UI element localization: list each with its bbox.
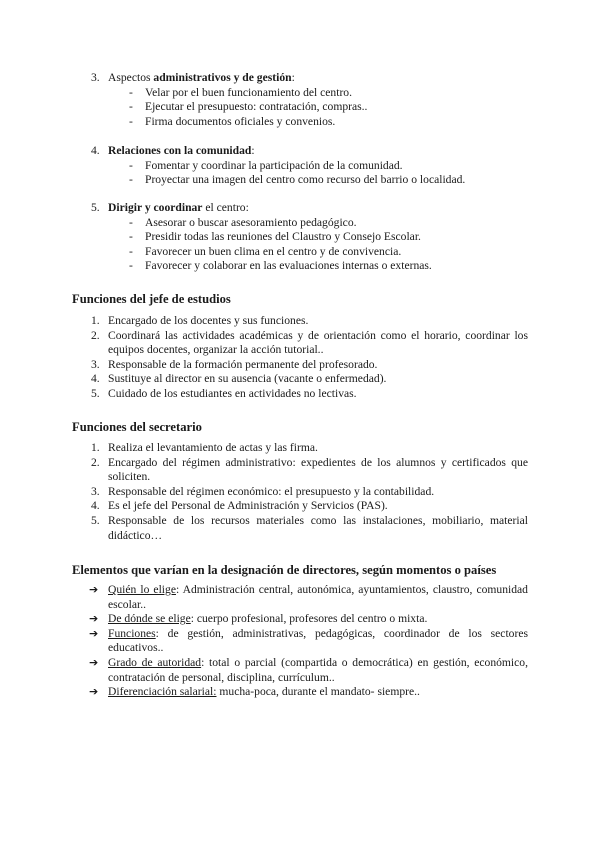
sub-item: - Favorecer un buen clima en el centro y de convivencia. <box>129 244 402 258</box>
list-item: 5. Cuidado de los estudiantes en actividades no lectivas. <box>91 386 357 400</box>
arrow-item: ➔ Grado de autoridad: total o parcial (compartida o democrática) en gestión, económico, contratación de personal, disciplina, currículum.. <box>89 655 528 684</box>
section-heading-jefe-estudios: Funciones del jefe de estudios <box>72 292 231 306</box>
item-bold-title: administrativos y de gestión <box>153 71 292 84</box>
item-bold-title: Dirigir y coordinar <box>108 201 203 214</box>
item-number: 3. <box>91 71 100 84</box>
sub-item: - Proyectar una imagen del centro como recurso del barrio o localidad. <box>129 173 466 187</box>
arrow-icon: ➔ <box>89 612 99 626</box>
elementos-list <box>0 583 600 700</box>
list-item: 1. Realiza el levantamiento de actas y las firma. <box>91 441 318 454</box>
list-item: 2. Encargado del régimen administrativo: expedientes de los alumnos y certificados que soliciten. <box>91 455 528 484</box>
sub-item: - Velar por el buen funcionamiento del centro. <box>129 85 352 99</box>
list-item: 4. Es el jefe del Personal de Administración y Servicios (PAS). <box>91 499 388 513</box>
arrow-icon: ➔ <box>89 655 99 669</box>
arrow-item-label: Quién lo elige <box>108 583 176 596</box>
item-prefix: Aspectos <box>108 71 154 84</box>
sub-item: - Fomentar y coordinar la participación de la comunidad. <box>129 158 403 172</box>
arrow-item-label: Diferenciación salarial: <box>108 685 217 699</box>
jefe-estudios-list <box>0 314 600 402</box>
list-item-3 <box>0 71 600 129</box>
arrow-item: ➔ Quién lo elige: Administración central, autonómica, ayuntamientos, claustro, comunidad escolar.. <box>89 583 528 611</box>
secretario-list <box>0 441 600 543</box>
arrow-item-label: Funciones <box>108 626 156 640</box>
sub-item: - Ejecutar el presupuesto: contratación, compras.. <box>129 100 368 114</box>
list-item: 4. Sustituye al director en su ausencia (vacante o enfermedad). <box>91 372 387 386</box>
sub-item: - Presidir todas las reuniones del Claustro y Consejo Escolar. <box>129 230 421 244</box>
arrow-item: ➔ Funciones: de gestión, administrativas, pedagógicas, coordinador de los sectores educativos.. <box>89 626 528 655</box>
sub-item: - Firma documentos oficiales y convenios. <box>129 114 336 128</box>
list-item-4 <box>0 144 600 188</box>
item-bold-title: Relaciones con la comunidad <box>108 144 252 157</box>
list-item: 5. Responsable de los recursos materiales como las instalaciones, mobiliario, material didáctico… <box>91 513 528 542</box>
item-suffix: el centro: <box>202 201 249 214</box>
list-item: 3. Responsable de la formación permanente del profesorado. <box>91 357 378 371</box>
list-item: 1. Encargado de los docentes y sus funciones. <box>91 314 309 327</box>
item-number: 5. <box>91 201 100 214</box>
list-item: 2. Coordinará las actividades académicas y de orientación como el horario, coordinar los equipos docentes, organizar la acción tutorial.. <box>91 328 528 357</box>
section-heading-elementos: Elementos que varían en la designación de directores, según momentos o países <box>72 563 497 577</box>
arrow-icon: ➔ <box>89 685 99 699</box>
list-item-5 <box>0 201 600 274</box>
arrow-item-label: De dónde se elige <box>108 612 191 626</box>
arrow-item-label: Grado de autoridad <box>108 655 202 669</box>
item-number: 4. <box>91 144 100 157</box>
item-suffix: : <box>291 71 295 84</box>
arrow-item: ➔ Diferenciación salarial: mucha-poca, durante el mandato- siempre.. <box>89 685 420 699</box>
section-heading-secretario: Funciones del secretario <box>72 420 202 434</box>
sub-item: - Asesorar o buscar asesoramiento pedagógico. <box>129 215 357 229</box>
arrow-item: ➔ De dónde se elige: cuerpo profesional, profesores del centro o mixta. <box>89 612 428 626</box>
list-item: 3. Responsable del régimen económico: el presupuesto y la contabilidad. <box>91 484 435 498</box>
arrow-icon: ➔ <box>89 626 99 640</box>
item-suffix: : <box>251 144 255 157</box>
arrow-icon: ➔ <box>89 583 99 596</box>
sub-item: - Favorecer y colaborar en las evaluaciones internas o externas. <box>129 259 432 273</box>
